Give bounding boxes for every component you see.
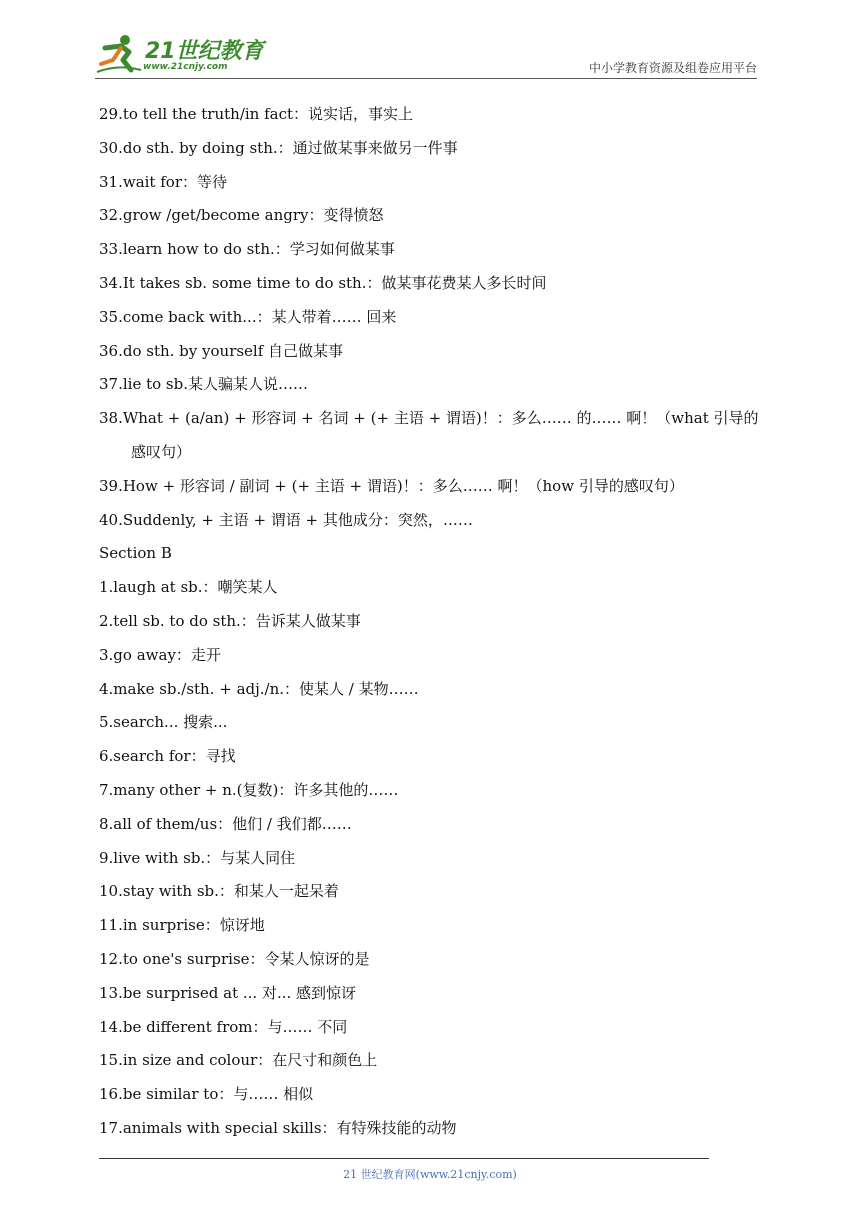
phrase-line: 32.grow /get/become angry：变得愤怒 (99, 206, 384, 225)
phrase-line: 36.do sth. by yourself 自己做某事 (99, 341, 344, 360)
phrase-line: 9.live with sb.：与某人同住 (99, 848, 296, 867)
phrase-line: 5.search... 搜索... (99, 713, 228, 732)
phrase-line: 39.How + 形容词 / 副词 + (+ 主语 + 谓语)！：多么…… 啊！（how 引导的感叹句） (99, 476, 684, 495)
phrase-line: 10.stay with sb.：和某人一起呆着 (99, 882, 339, 901)
phrase-line: 37.lie to sb.某人骗某人说…… (99, 375, 308, 394)
phrase-line: 13.be surprised at ... 对... 感到惊讶 (99, 983, 357, 1002)
phrase-line: 38.What + (a/an) + 形容词 + 名词 + (+ 主语 + 谓语)！：多么…… 的…… 啊！（what 引导的感叹句） (99, 409, 759, 461)
phrase-line: 29.to tell the truth/in fact：说实话，事实上 (99, 105, 414, 123)
phrase-line: 35.come back with...：某人带着…… 回来 (99, 307, 397, 326)
phrase-line: 2.tell sb. to do sth.：告诉某人做某事 (99, 611, 361, 630)
phrase-line: 12.to one's surprise：令某人惊讶的是 (99, 949, 370, 968)
footer-text: 21 世纪教育网(www.21cnjy.com) (343, 1168, 517, 1181)
phrase-line: 8.all of them/us：他们 / 我们都…… (99, 814, 352, 833)
phrase-line: 40.Suddenly, + 主语 + 谓语 + 其他成分：突然，…… (99, 510, 473, 529)
phrase-line: 11.in surprise：惊讶地 (99, 916, 265, 935)
phrase-line: 30.do sth. by doing sth.：通过做某事来做另一件事 (99, 138, 458, 157)
footer-divider (99, 1158, 709, 1159)
phrase-line: 33.learn how to do sth.：学习如何做某事 (99, 240, 395, 259)
phrase-list (99, 98, 764, 1146)
phrase-line: 14.be different from：与…… 不同 (99, 1017, 348, 1036)
phrase-line: 7.many other + n.(复数)：许多其他的…… (99, 780, 399, 799)
logo (95, 32, 265, 78)
phrase-line: 6.search for：寻找 (99, 747, 236, 766)
logo-title: 21世纪教育 (145, 39, 264, 64)
phrase-line: 34.It takes sb. some time to do sth.：做某事花费某人多长时间 (99, 273, 547, 292)
phrase-line: 17.animals with special skills：有特殊技能的动物 (99, 1118, 457, 1137)
phrase-line: 16.be similar to：与…… 相似 (99, 1085, 314, 1104)
runner-logo-icon (95, 34, 143, 74)
logo-url: www.21cnjy.com (143, 62, 228, 72)
section-heading: Section B (99, 544, 172, 563)
page-header (95, 32, 757, 80)
header-divider (95, 78, 757, 79)
phrase-line: 31.wait for：等待 (99, 172, 227, 191)
header-platform-text: 中小学教育资源及组卷应用平台 (588, 61, 757, 75)
phrase-line: 15.in size and colour：在尺寸和颜色上 (99, 1051, 378, 1070)
phrase-line: 4.make sb./sth. + adj./n.：使某人 / 某物…… (99, 679, 419, 698)
phrase-line: 1.laugh at sb.：嘲笑某人 (99, 578, 278, 597)
phrase-line: 3.go away：走开 (99, 645, 221, 664)
